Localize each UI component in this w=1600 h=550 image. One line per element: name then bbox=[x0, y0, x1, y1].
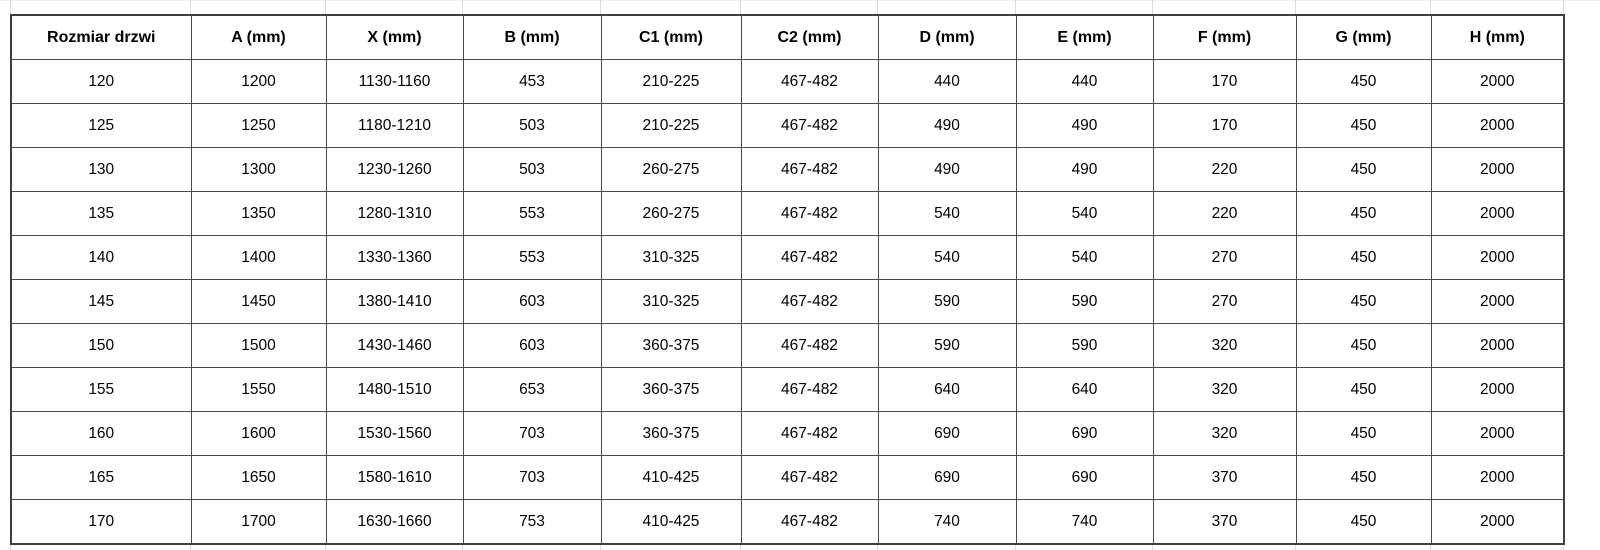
table-cell: 2000 bbox=[1431, 148, 1564, 192]
gridline-stub bbox=[190, 0, 191, 14]
column-header: B (mm) bbox=[463, 15, 601, 60]
column-header: H (mm) bbox=[1431, 15, 1564, 60]
gridline-stub bbox=[1295, 0, 1296, 14]
table-cell: 690 bbox=[878, 456, 1016, 500]
table-row bbox=[11, 324, 1564, 368]
table-cell: 467-482 bbox=[741, 500, 878, 545]
table-cell: 450 bbox=[1296, 412, 1431, 456]
table-cell: 2000 bbox=[1431, 104, 1564, 148]
door-dimensions-table bbox=[10, 14, 1565, 545]
table-cell: 450 bbox=[1296, 368, 1431, 412]
gridline-stub bbox=[600, 0, 601, 14]
table-cell: 1480-1510 bbox=[326, 368, 463, 412]
table-cell: 467-482 bbox=[741, 280, 878, 324]
header-row bbox=[11, 15, 1564, 60]
column-header: C2 (mm) bbox=[741, 15, 878, 60]
table-cell: 170 bbox=[11, 500, 191, 545]
column-header: G (mm) bbox=[1296, 15, 1431, 60]
table-cell: 260-275 bbox=[601, 148, 741, 192]
table-cell: 120 bbox=[11, 60, 191, 104]
table-row bbox=[11, 104, 1564, 148]
column-header: D (mm) bbox=[878, 15, 1016, 60]
table-row bbox=[11, 148, 1564, 192]
table-cell: 653 bbox=[463, 368, 601, 412]
table-cell: 640 bbox=[878, 368, 1016, 412]
table-cell: 450 bbox=[1296, 456, 1431, 500]
table-cell: 2000 bbox=[1431, 192, 1564, 236]
spreadsheet-gridline-top bbox=[0, 0, 1600, 1]
table-cell: 130 bbox=[11, 148, 191, 192]
table-cell: 320 bbox=[1153, 412, 1296, 456]
table-cell: 1250 bbox=[191, 104, 326, 148]
table-cell: 1600 bbox=[191, 412, 326, 456]
table-cell: 150 bbox=[11, 324, 191, 368]
table-cell: 320 bbox=[1153, 368, 1296, 412]
gridline-stub bbox=[1015, 0, 1016, 14]
column-header: F (mm) bbox=[1153, 15, 1296, 60]
table-cell: 467-482 bbox=[741, 412, 878, 456]
table-cell: 1230-1260 bbox=[326, 148, 463, 192]
table-row bbox=[11, 192, 1564, 236]
table-cell: 2000 bbox=[1431, 412, 1564, 456]
table-cell: 490 bbox=[1016, 104, 1153, 148]
table-cell: 450 bbox=[1296, 60, 1431, 104]
table-cell: 320 bbox=[1153, 324, 1296, 368]
table-cell: 440 bbox=[1016, 60, 1153, 104]
table-cell: 450 bbox=[1296, 324, 1431, 368]
column-header: A (mm) bbox=[191, 15, 326, 60]
gridline-stub bbox=[1563, 0, 1564, 14]
table-cell: 467-482 bbox=[741, 236, 878, 280]
table-cell: 1330-1360 bbox=[326, 236, 463, 280]
table-cell: 2000 bbox=[1431, 236, 1564, 280]
table-cell: 2000 bbox=[1431, 324, 1564, 368]
gridline-stub bbox=[740, 0, 741, 14]
table-cell: 590 bbox=[878, 280, 1016, 324]
column-header: C1 (mm) bbox=[601, 15, 741, 60]
table-cell: 540 bbox=[878, 236, 1016, 280]
table-cell: 703 bbox=[463, 456, 601, 500]
table-cell: 310-325 bbox=[601, 280, 741, 324]
table-cell: 270 bbox=[1153, 280, 1296, 324]
table-cell: 603 bbox=[463, 324, 601, 368]
table-cell: 1580-1610 bbox=[326, 456, 463, 500]
table-cell: 467-482 bbox=[741, 104, 878, 148]
table-cell: 753 bbox=[463, 500, 601, 545]
column-header: Rozmiar drzwi bbox=[11, 15, 191, 60]
table-cell: 450 bbox=[1296, 500, 1431, 545]
table-cell: 450 bbox=[1296, 236, 1431, 280]
table-cell: 590 bbox=[1016, 324, 1153, 368]
table-cell: 553 bbox=[463, 192, 601, 236]
table-cell: 220 bbox=[1153, 192, 1296, 236]
table-cell: 140 bbox=[11, 236, 191, 280]
table-cell: 220 bbox=[1153, 148, 1296, 192]
table-cell: 1180-1210 bbox=[326, 104, 463, 148]
table-row bbox=[11, 236, 1564, 280]
table-cell: 553 bbox=[463, 236, 601, 280]
table-cell: 490 bbox=[878, 148, 1016, 192]
table-cell: 1500 bbox=[191, 324, 326, 368]
table-cell: 703 bbox=[463, 412, 601, 456]
table-cell: 690 bbox=[1016, 456, 1153, 500]
table-cell: 590 bbox=[1016, 280, 1153, 324]
table-cell: 160 bbox=[11, 412, 191, 456]
table-cell: 503 bbox=[463, 148, 601, 192]
column-header: E (mm) bbox=[1016, 15, 1153, 60]
table-cell: 170 bbox=[1153, 60, 1296, 104]
table-cell: 410-425 bbox=[601, 456, 741, 500]
table-cell: 467-482 bbox=[741, 192, 878, 236]
table-cell: 740 bbox=[1016, 500, 1153, 545]
table-cell: 690 bbox=[878, 412, 1016, 456]
table-row bbox=[11, 500, 1564, 545]
table-cell: 450 bbox=[1296, 148, 1431, 192]
table-cell: 155 bbox=[11, 368, 191, 412]
table-cell: 467-482 bbox=[741, 148, 878, 192]
table-cell: 540 bbox=[1016, 192, 1153, 236]
table-cell: 260-275 bbox=[601, 192, 741, 236]
table-row bbox=[11, 412, 1564, 456]
table-cell: 590 bbox=[878, 324, 1016, 368]
table-row bbox=[11, 280, 1564, 324]
gridline-stub bbox=[877, 0, 878, 14]
table-cell: 210-225 bbox=[601, 104, 741, 148]
table-cell: 145 bbox=[11, 280, 191, 324]
table-cell: 370 bbox=[1153, 456, 1296, 500]
table-cell: 1130-1160 bbox=[326, 60, 463, 104]
column-header: X (mm) bbox=[326, 15, 463, 60]
table-cell: 453 bbox=[463, 60, 601, 104]
table-cell: 503 bbox=[463, 104, 601, 148]
table-cell: 467-482 bbox=[741, 368, 878, 412]
table-cell: 467-482 bbox=[741, 60, 878, 104]
table-cell: 1280-1310 bbox=[326, 192, 463, 236]
gridline-stub bbox=[1152, 0, 1153, 14]
gridline-stub bbox=[10, 0, 11, 14]
table-row bbox=[11, 368, 1564, 412]
table-cell: 170 bbox=[1153, 104, 1296, 148]
table-cell: 467-482 bbox=[741, 324, 878, 368]
table-cell: 370 bbox=[1153, 500, 1296, 545]
table-cell: 410-425 bbox=[601, 500, 741, 545]
table-cell: 1450 bbox=[191, 280, 326, 324]
table-cell: 603 bbox=[463, 280, 601, 324]
table-cell: 490 bbox=[1016, 148, 1153, 192]
table-cell: 2000 bbox=[1431, 500, 1564, 545]
table-cell: 1550 bbox=[191, 368, 326, 412]
table-cell: 360-375 bbox=[601, 368, 741, 412]
table-cell: 1650 bbox=[191, 456, 326, 500]
table-cell: 360-375 bbox=[601, 324, 741, 368]
table-cell: 135 bbox=[11, 192, 191, 236]
table-cell: 467-482 bbox=[741, 456, 878, 500]
table-cell: 740 bbox=[878, 500, 1016, 545]
table-cell: 1630-1660 bbox=[326, 500, 463, 545]
table-cell: 640 bbox=[1016, 368, 1153, 412]
table-cell: 540 bbox=[1016, 236, 1153, 280]
table-cell: 450 bbox=[1296, 104, 1431, 148]
table-row bbox=[11, 60, 1564, 104]
table-cell: 450 bbox=[1296, 280, 1431, 324]
gridline-stub bbox=[462, 0, 463, 14]
table-cell: 360-375 bbox=[601, 412, 741, 456]
table-cell: 1350 bbox=[191, 192, 326, 236]
table-cell: 440 bbox=[878, 60, 1016, 104]
table-cell: 1530-1560 bbox=[326, 412, 463, 456]
gridline-stub bbox=[325, 0, 326, 14]
table-cell: 1400 bbox=[191, 236, 326, 280]
table-cell: 1300 bbox=[191, 148, 326, 192]
table-cell: 490 bbox=[878, 104, 1016, 148]
table-cell: 1430-1460 bbox=[326, 324, 463, 368]
table-cell: 2000 bbox=[1431, 368, 1564, 412]
table-cell: 450 bbox=[1296, 192, 1431, 236]
table-cell: 165 bbox=[11, 456, 191, 500]
table-cell: 270 bbox=[1153, 236, 1296, 280]
table-cell: 690 bbox=[1016, 412, 1153, 456]
table-cell: 310-325 bbox=[601, 236, 741, 280]
table-cell: 1380-1410 bbox=[326, 280, 463, 324]
table-row bbox=[11, 456, 1564, 500]
table-cell: 2000 bbox=[1431, 456, 1564, 500]
gridline-stub bbox=[1430, 0, 1431, 14]
table-cell: 2000 bbox=[1431, 60, 1564, 104]
table-cell: 210-225 bbox=[601, 60, 741, 104]
table-cell: 540 bbox=[878, 192, 1016, 236]
table-cell: 1200 bbox=[191, 60, 326, 104]
table-cell: 2000 bbox=[1431, 280, 1564, 324]
table-cell: 1700 bbox=[191, 500, 326, 545]
table-cell: 125 bbox=[11, 104, 191, 148]
